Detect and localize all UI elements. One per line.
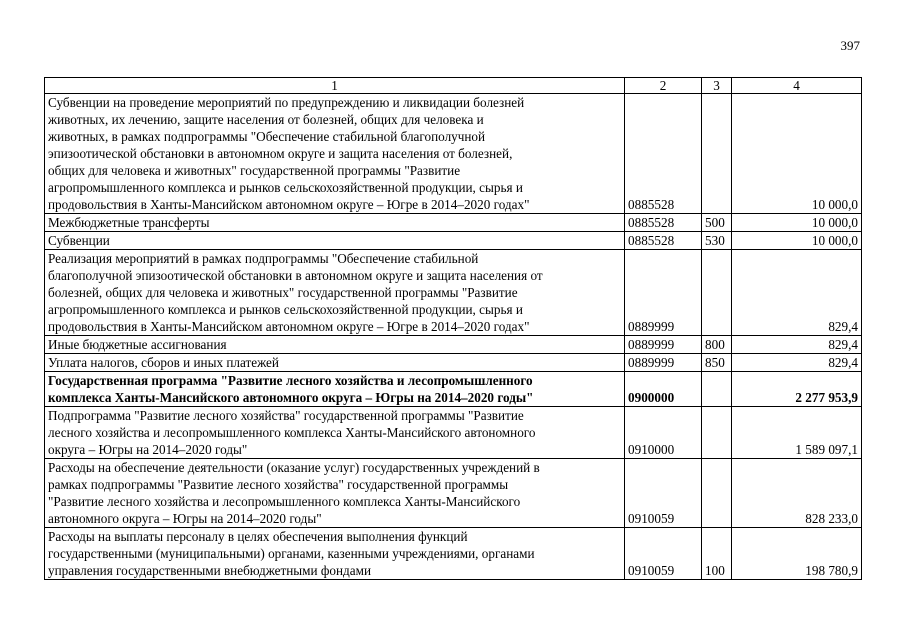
target-code-cell: 0885528 — [625, 214, 702, 232]
header-cell-col-1: 1 — [45, 78, 625, 94]
amount-cell: 198 780,9 — [732, 528, 862, 580]
table-row — [45, 528, 862, 580]
table-row — [45, 459, 862, 528]
amount-cell: 829,4 — [732, 354, 862, 372]
header-cell-col-4: 4 — [732, 78, 862, 94]
amount-cell: 10 000,0 — [732, 232, 862, 250]
amount-cell: 1 589 097,1 — [732, 407, 862, 459]
target-code-cell: 0900000 — [625, 372, 702, 407]
target-code-cell: 0910059 — [625, 528, 702, 580]
table-row — [45, 94, 862, 214]
expense-type-cell — [702, 250, 732, 336]
expense-type-cell — [702, 407, 732, 459]
amount-cell: 2 277 953,9 — [732, 372, 862, 407]
header-cell-col-3: 3 — [702, 78, 732, 94]
row-name-cell: Подпрограмма "Развитие лесного хозяйства" государственной программы "Развитие лесного хозяйства и лесопромышленного комплекса Ханты-Мансийского автономного округа – Югры на 2014–2020 годы" — [45, 407, 625, 459]
row-name-cell: Государственная программа "Развитие лесного хозяйства и лесопромышленного комплекса Ханты-Мансийского автономного округа – Югры на 2014–2020 годы" — [45, 372, 625, 407]
target-code-cell: 0889999 — [625, 250, 702, 336]
expense-type-cell: 800 — [702, 336, 732, 354]
table-row — [45, 372, 862, 407]
expense-type-cell: 500 — [702, 214, 732, 232]
expense-type-cell: 530 — [702, 232, 732, 250]
amount-cell: 829,4 — [732, 336, 862, 354]
row-name-cell: Уплата налогов, сборов и иных платежей — [45, 354, 625, 372]
table-row — [45, 250, 862, 336]
expense-type-cell — [702, 94, 732, 214]
amount-cell: 10 000,0 — [732, 94, 862, 214]
target-code-cell: 0910059 — [625, 459, 702, 528]
row-name-cell: Иные бюджетные ассигнования — [45, 336, 625, 354]
expense-type-cell: 100 — [702, 528, 732, 580]
header-cell-col-2: 2 — [625, 78, 702, 94]
target-code-cell: 0889999 — [625, 336, 702, 354]
table-row — [45, 214, 862, 232]
row-name-cell: Субвенции — [45, 232, 625, 250]
row-name-cell: Реализация мероприятий в рамках подпрограммы "Обеспечение стабильной благополучной эпизоотической обстановки в автономном округе и защита населения от болезней, общих для человека и животных" государственной программы "Развитие агропромышленного комплекса и рынков сельскохозяйственной продукции, сырья и продовольствия в Ханты-Мансийском автономном округе – Югре в 2014–2020 годах" — [45, 250, 625, 336]
table-row — [45, 336, 862, 354]
table-row — [45, 407, 862, 459]
expense-type-cell: 850 — [702, 354, 732, 372]
target-code-cell: 0910000 — [625, 407, 702, 459]
amount-cell: 829,4 — [732, 250, 862, 336]
amount-cell: 828 233,0 — [732, 459, 862, 528]
row-name-cell: Расходы на выплаты персоналу в целях обеспечения выполнения функций государственными (муниципальными) органами, казенными учреждениями, органами управления государственными внебюджетными фондами — [45, 528, 625, 580]
row-name-cell: Расходы на обеспечение деятельности (оказание услуг) государственных учреждений в рамках подпрограммы "Развитие лесного хозяйства" государственной программы "Развитие лесного хозяйства и лесопромышленного комплекса Ханты-Мансийского автономного округа – Югры на 2014–2020 годы" — [45, 459, 625, 528]
target-code-cell: 0889999 — [625, 354, 702, 372]
expense-type-cell — [702, 459, 732, 528]
expense-type-cell — [702, 372, 732, 407]
page-number: 397 — [840, 38, 860, 53]
table-row — [45, 232, 862, 250]
row-name-cell: Субвенции на проведение мероприятий по предупреждению и ликвидации болезней животных, их лечению, защите населения от болезней, общих для человека и животных, в рамках подпрограммы "Обеспечение стабильной благополучной эпизоотической обстановки в автономном округе и защита населения от болезней, общих для человека и животных" государственной программы "Развитие агропромышленного комплекса и рынков сельскохозяйственной продукции, сырья и продовольствия в Ханты-Мансийском автономном округе – Югре в 2014–2020 годах" — [45, 94, 625, 214]
row-name-cell: Межбюджетные трансферты — [45, 214, 625, 232]
target-code-cell: 0885528 — [625, 232, 702, 250]
table-header-row — [45, 78, 862, 94]
budget-table — [44, 77, 862, 580]
target-code-cell: 0885528 — [625, 94, 702, 214]
amount-cell: 10 000,0 — [732, 214, 862, 232]
table-row — [45, 354, 862, 372]
